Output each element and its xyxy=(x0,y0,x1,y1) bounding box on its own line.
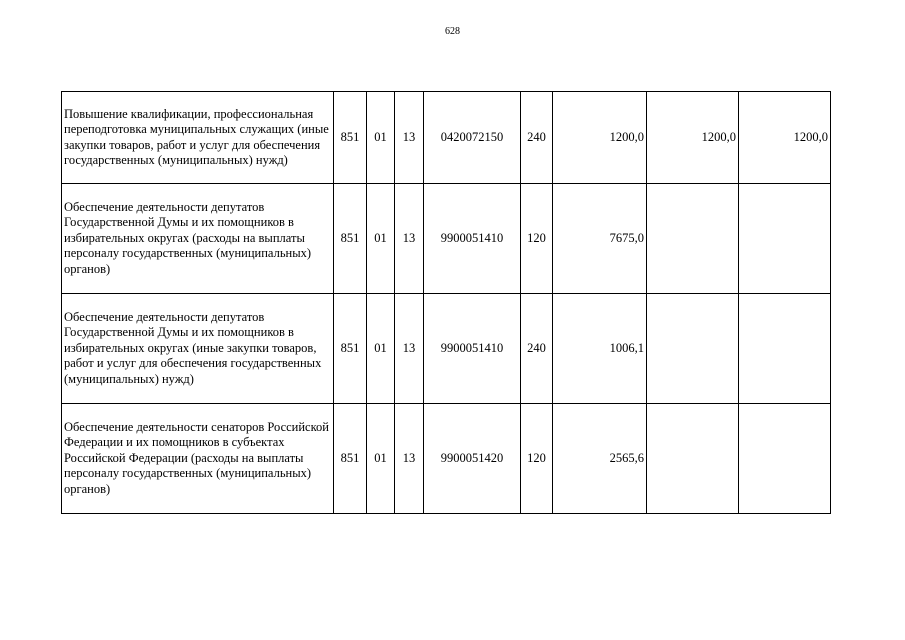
section-code: 01 xyxy=(367,92,395,184)
amount-year-3 xyxy=(739,404,831,514)
table-row xyxy=(62,404,831,514)
subsection-code: 13 xyxy=(395,404,424,514)
amount-year-3 xyxy=(739,184,831,294)
expense-type-code: 120 xyxy=(521,404,553,514)
section-code: 01 xyxy=(367,294,395,404)
amount-year-1: 1006,1 xyxy=(553,294,647,404)
amount-year-2 xyxy=(647,294,739,404)
expense-type-code: 240 xyxy=(521,294,553,404)
row-description: Обеспечение деятельности депутатов Государственной Думы и их помощников в избирательных округах (расходы на выплаты персоналу государственных (муниципальных) органов) xyxy=(62,184,334,294)
page-number: 628 xyxy=(445,26,460,37)
subsection-code: 13 xyxy=(395,294,424,404)
amount-year-1: 7675,0 xyxy=(553,184,647,294)
section-code: 01 xyxy=(367,404,395,514)
amount-year-3 xyxy=(739,294,831,404)
amount-year-1: 1200,0 xyxy=(553,92,647,184)
amount-year-2 xyxy=(647,184,739,294)
ministry-code: 851 xyxy=(334,404,367,514)
row-description: Обеспечение деятельности сенаторов Российской Федерации и их помощников в субъектах Российской Федерации (расходы на выплаты персоналу государственных (муниципальных) органов) xyxy=(62,404,334,514)
subsection-code: 13 xyxy=(395,92,424,184)
table-row xyxy=(62,92,831,184)
amount-year-2 xyxy=(647,404,739,514)
subsection-code: 13 xyxy=(395,184,424,294)
target-article-code: 0420072150 xyxy=(424,92,521,184)
amount-year-2: 1200,0 xyxy=(647,92,739,184)
expense-type-code: 240 xyxy=(521,92,553,184)
row-description: Повышение квалификации, профессиональная переподготовка муниципальных служащих (иные закупки товаров, работ и услуг для обеспечения государственных (муниципальных) нужд) xyxy=(62,92,334,184)
budget-table xyxy=(61,91,831,514)
ministry-code: 851 xyxy=(334,92,367,184)
target-article-code: 9900051410 xyxy=(424,294,521,404)
ministry-code: 851 xyxy=(334,184,367,294)
section-code: 01 xyxy=(367,184,395,294)
amount-year-1: 2565,6 xyxy=(553,404,647,514)
ministry-code: 851 xyxy=(334,294,367,404)
table-row xyxy=(62,294,831,404)
target-article-code: 9900051410 xyxy=(424,184,521,294)
amount-year-3: 1200,0 xyxy=(739,92,831,184)
table-row xyxy=(62,184,831,294)
expense-type-code: 120 xyxy=(521,184,553,294)
row-description: Обеспечение деятельности депутатов Государственной Думы и их помощников в избирательных округах (иные закупки товаров, работ и услуг для обеспечения государственных (муниципальных) нужд) xyxy=(62,294,334,404)
target-article-code: 9900051420 xyxy=(424,404,521,514)
